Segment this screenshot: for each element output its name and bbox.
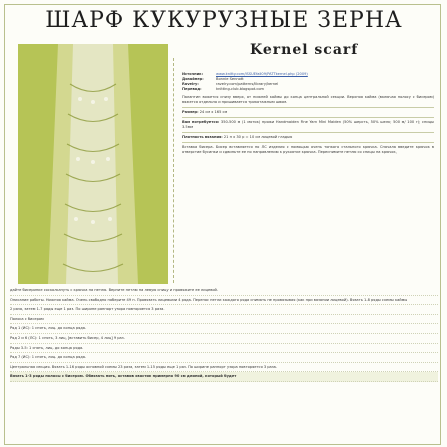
meta-value: knitting-club.blogspot.com <box>216 87 265 91</box>
intro-text: Палантин вяжется снизу вверх, от нижней каймы до конца центральной секции. Верхняя кайма (включая полосу с бисером) вяжется отдельно и пришивается трикотажным швом. <box>182 95 434 104</box>
meta-value: Bonnie Sennott <box>216 77 244 81</box>
yarn-line <box>182 120 434 130</box>
instruction-line: Вязать 1-3 ряды полосы с бисером. Обвязать нить, оставив хвостик примерно 90 см длиной, который будет <box>10 372 438 382</box>
meta-value: ravelry.com/patterns/library/kernel <box>216 82 279 86</box>
meta-row-translation <box>182 87 434 92</box>
page-subtitle: Kernel scarf <box>250 42 359 58</box>
size-value: 24 см x 165 см <box>199 110 228 114</box>
gauge-line <box>182 135 434 140</box>
gauge-label: Плотность вязания: <box>182 135 223 139</box>
instruction-line: Центральная секция. Вязать 1-16 ряды основной схемы 23 раза, затем 1-15 ряды еще 1 раз. По ширине раппорт узора повторяется 3 раза. <box>10 363 438 373</box>
size-label: Размер: <box>182 110 199 114</box>
meta-label: Ravelry: <box>182 82 199 86</box>
column-divider <box>173 58 174 283</box>
pattern-info <box>182 72 434 155</box>
divider <box>182 142 434 143</box>
beads-note: Вставка бисера. Бисер вставляется по ЛС изделия с помощью очень тонкого стального крючка. Сначала введите крючок в отверстие бусинки и сдвиньте ее по направлению к рукоятке крючка. Переснимите петлю со спицы на крючок, <box>182 145 434 154</box>
instructions <box>10 286 438 382</box>
instruction-line: дайте бисеринке соскользнуть с крючка на петлю. Верните петлю на левую спицу и провяжите ее лицевой. <box>10 286 438 296</box>
divider <box>182 107 434 108</box>
instruction-line: 2 раза, затем 1-7 ряды еще 1 раз. По ширине раппорт узора повторяется 3 раза. <box>10 305 438 315</box>
divider <box>182 117 434 118</box>
divider <box>182 132 434 133</box>
gauge-value: 21 п x 30 р = 10 см лицевой гладью <box>223 135 293 139</box>
meta-label: Перевод: <box>182 87 202 91</box>
source-link[interactable]: www.knitty.com/ISSUEfall09/PATTkernel.php (2009) <box>216 72 308 76</box>
yarn-label: Вам потребуется: <box>182 120 220 124</box>
scarf-photo <box>18 44 168 284</box>
instruction-line: Ряд 2 и 6 (ЛС): 1 снять, 3 лиц, [вставить бисер, 4 лиц] 9 раз. <box>10 334 438 344</box>
yarn-value: 350-500 м (1 моток) пряжи Handmaiden Fine Yarn Mini Maiden (50% шерсть, 50% шелк; 500 м/ 100 г); спицы 3.5мм <box>182 120 434 129</box>
size-line <box>182 110 434 115</box>
instruction-line: Ряды 3-5: 1 снять, лиц. до конца ряда. <box>10 344 438 354</box>
instruction-line: Ряд 1 (ИС): 1 снять, лиц. до конца ряда. <box>10 324 438 334</box>
page-title: ШАРФ КУКУРУЗНЫЕ ЗЕРНА <box>45 8 403 33</box>
meta-label: Дизайнер: <box>182 77 204 81</box>
scarf-illustration <box>18 44 168 284</box>
meta-label: Источник: <box>182 72 204 76</box>
instruction-line: Полоса с бисером <box>10 315 438 325</box>
instruction-line: Описание работы. Нижняя кайма. Очень свободно наберите 49 п. Провязать лицевыми 4 ряда. Перенос петли каждого ряда снимать не провязывая (как при вязании лицевой). Вязать 1-8 ряды схемы каймы <box>10 296 438 306</box>
instruction-line: Ряд 7 (ИС): 1 снять, лиц. до конца ряда. <box>10 353 438 363</box>
